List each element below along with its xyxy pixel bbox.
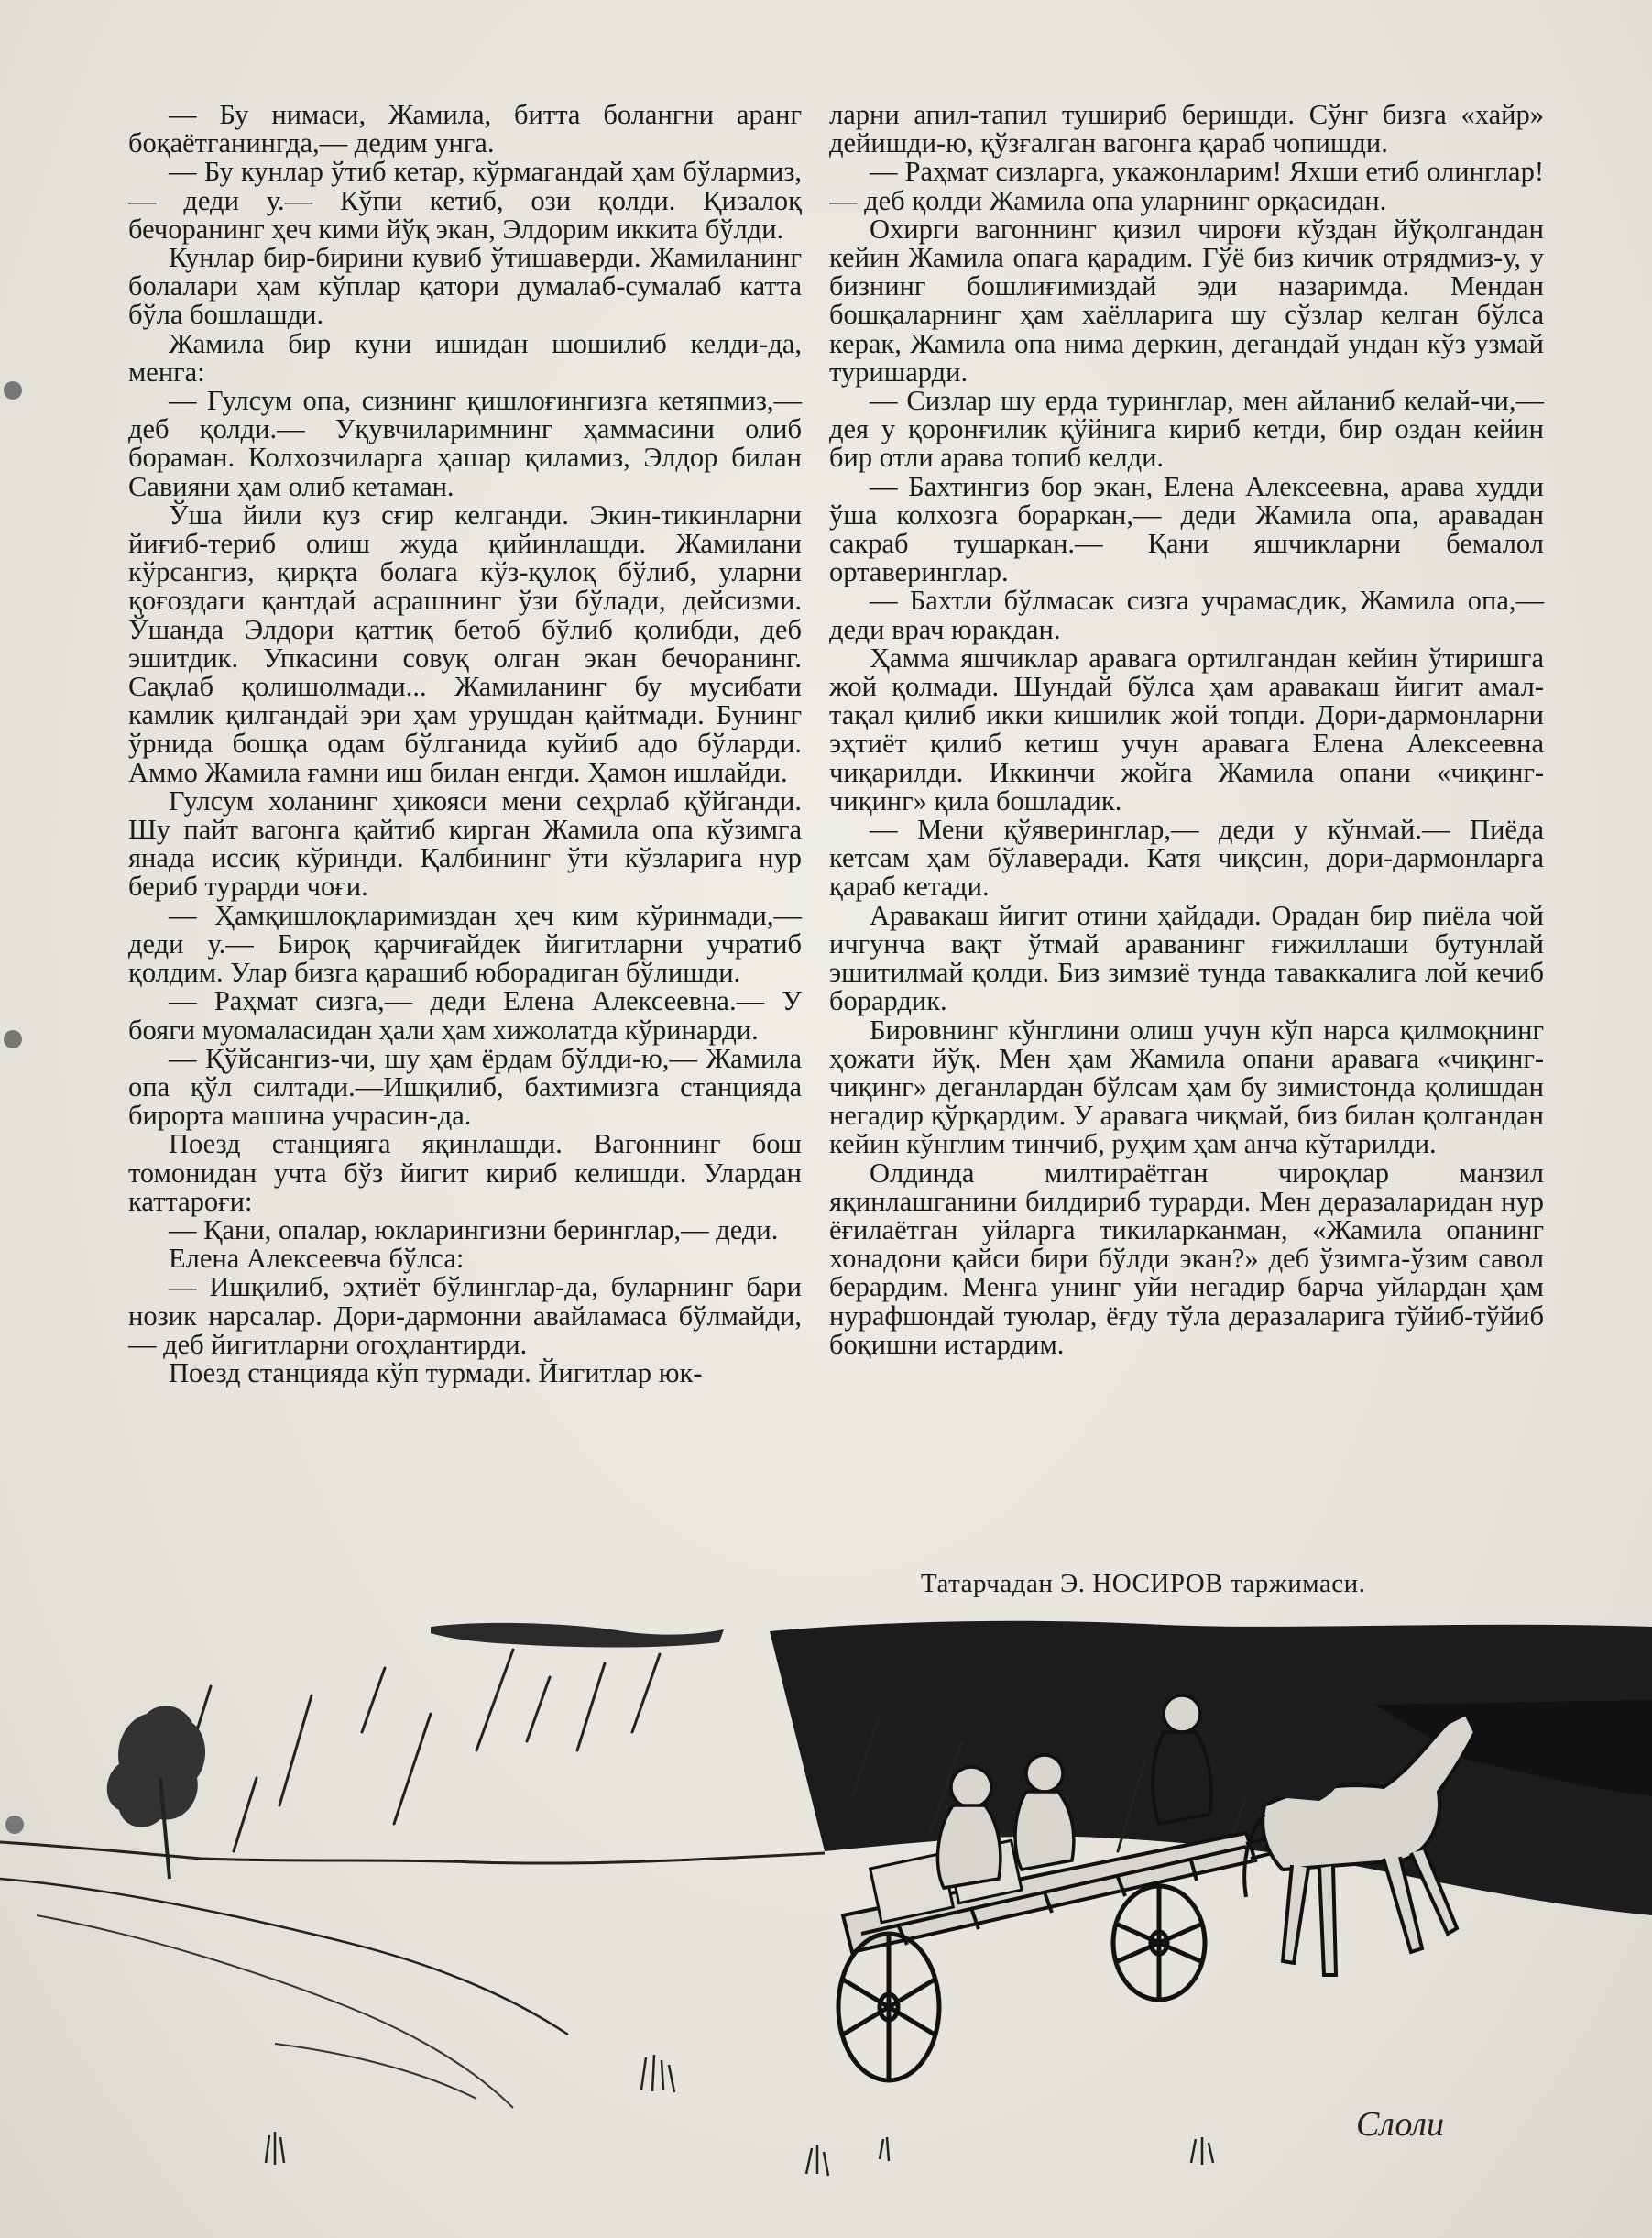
paragraph: — Бахтингиз бор экан, Елена Алексеевна, арава худди ўша колхозга бораркан,— деди Жамила опа, аравадан сакраб тушаркан.— Қани яшчикларни бемалол ортаверинглар.: [829, 470, 1544, 588]
paragraph: Жамила бир куни ишидан шошилиб келди-да, менга:: [128, 327, 802, 388]
paragraph: — Қўйсангиз-чи, шу ҳам ёрдам бўлди-ю,— Жамила опа қўл силтади.—Ишқилиб, бахтимизга станцияда бирорта машина учрасин-да.: [128, 1042, 802, 1132]
paragraph: Охирги вагоннинг қизил чироғи кўздан йўқолгандан кейин Жамила опага қарадим. Гўё биз кичик отрядмиз-у, у бизнинг бошлиғимиздай эди назаримда. Мендан бошқаларнинг ҳам хаёлларига шу сўзлар келган бўлса керак, Жамила опа нима деркин, дегандай ундан кўз узмай туришарди.: [829, 213, 1544, 388]
left-text-column: [128, 101, 802, 1388]
paragraph: — Сизлар шу ерда туринглар, мен айланиб келай-чи,— дея у қоронғилик қўйнига кириб кетди, бир оздан кейин бир отли арава топиб келди.: [829, 385, 1544, 474]
paragraph: — Ишқилиб, эҳтиёт бўлинглар-да, буларнинг бари нозик нарсалар. Дори-дармонни авайламаса бўлмайди,— деб йигитларни огоҳлантирди.: [128, 1271, 802, 1360]
paragraph: Елена Алексеевча бўлса:: [169, 1243, 465, 1275]
punch-hole-icon: [2, 1025, 26, 1054]
paragraph: Бировнинг кўнглини олиш учун кўп нарса қилмоқнинг ҳожати йўқ. Мен ҳам Жамила опани аравага «чиқинг-чиқинг» деганлардан бўлсам ҳам бу зимистонда қолишдан негадир қўрқардим. У аравага чиқмай, биз билан қолгандан кейин кўнглим тинчиб, руҳим ҳам анча кўтарилди.: [829, 1014, 1544, 1160]
artist-signature: Слоли: [1356, 2105, 1445, 2144]
paragraph: — Гулсум опа, сизнинг қишлоғингизга кетяпмиз,— деб қолди.— Уқувчиларимнинг ҳаммасини олиб бораман. Колхозчиларга ҳашар қиламиз, Элдор билан Савияни ҳам олиб кетаман.: [128, 385, 802, 502]
paragraph: — Раҳмат сизга,— деди Елена Алексеевна.— У бояги муомаласидан ҳали ҳам хижолатда кўринарди.: [128, 985, 802, 1046]
right-text-column: [829, 101, 1544, 1359]
paragraph: — Бахтли бўлмасак сизга учрамасдик, Жамила опа,— деди врач юракдан.: [829, 585, 1544, 645]
translator-credit: Татарчадан Э. НОСИРОВ таржимаси.: [921, 1569, 1366, 1598]
paragraph: — Раҳмат сизларга, укажонларим! Яхши етиб олинглар!— деб қолди Жамила опа уларнинг орқасидан.: [829, 156, 1544, 216]
paragraph: — Бу кунлар ўтиб кетар, кўрмагандай ҳам бўлармиз,— деди у.— Кўпи кетиб, ози қолди. Қизалоқ бечоранинг ҳеч кими йўқ экан, Элдорим иккита бўлди.: [128, 156, 802, 245]
paragraph: Поезд станцияда кўп турмади. Йигитлар юк-: [169, 1356, 703, 1388]
paragraph: ларни апил-тапил тушириб беришди. Сўнг бизга «хайр» дейишди-ю, қўзғалган вагонга қараб чопишди.: [829, 99, 1544, 159]
paragraph: — Қани, опалар, юкларингизни беринглар,— деди.: [169, 1213, 779, 1245]
paragraph: Кунлар бир-бирини кувиб ўтишаверди. Жамиланинг болалари ҳам кўплар қатори думалаб-сумалаб катта бўла бошлашди.: [128, 242, 802, 331]
punch-hole-icon: [2, 376, 26, 405]
paragraph: — Мени қўяверинглар,— деди у кўнмай.— Пиёда кетсам ҳам бўлаверади. Катя чиқсин, дори-дармонларга қараб кетади.: [829, 814, 1544, 903]
punch-hole-icon: [4, 1810, 27, 1839]
paragraph: — Бу нимаси, Жамила, битта болангни аранг боқаётганингда,— дедим унга.: [128, 99, 802, 159]
paragraph: Ҳамма яшчиклар аравага ортилгандан кейин ўтиришга жой қолмади. Шундай бўлса ҳам аравакаш йигит амал-тақал қилиб икки кишилик жой топди. Дори-дармонларни эҳтиёт қилиб кетиш учун аравага Елена Алексеевна чиқарилди. Иккинчи жойга Жамила опани «чиқинг-чиқинг» қила бошладик.: [829, 642, 1544, 817]
paragraph: Аравакаш йигит отини ҳайдади. Орадан бир пиёла чой ичгунча вақт ўтмай араванинг ғижиллаши бутунлай эшитилмай қолди. Биз зимзиё тунда таваккалига лой кечиб борардик.: [829, 899, 1544, 1017]
paragraph: — Ҳамқишлоқларимиздан ҳеч ким кўринмади,— деди у.— Бироқ қарчиғайдек йигитларни учратиб қолдим. Улар бизга қарашиб юборадиган бўлишди.: [128, 899, 802, 989]
paragraph: Поезд станцияга яқинлашди. Вагоннинг бош томонидан учта бўз йигит кириб келишди. Улардан каттароғи:: [128, 1128, 802, 1217]
rain-cart-illustration: [0, 1613, 1652, 2200]
paragraph: Гулсум холанинг ҳикояси мени сеҳрлаб қўйганди. Шу пайт вагонга қайтиб кирган Жамила опа кўзимга янада иссиқ кўринди. Қалбининг ўти кўзларига нур бериб турарди чоғи.: [128, 784, 802, 903]
paragraph: Ўша йили куз сғир келганди. Экин-тикинларни йиғиб-териб олиш жуда қийинлашди. Жамилани кўрсангиз, қирқта болага кўз-қулоқ бўлиб, уларни қоғоздаги қантдай асрашнинг ўзи бўлади, дейсизми. Ўшанда Элдори қаттиқ бетоб бўлиб қолибди, деб эшитдик. Упкасини совуқ олган экан бечоранинг. Сақлаб қолишолмади... Жамиланинг бу мусибати камлик қилгандай эри ҳам урушдан қайтмади. Бунинг ўрнида бошқа одам бўлганида куйиб адо бўларди. Аммо Жамила ғамни иш билан енгди. Ҳамон ишлайди.: [128, 499, 802, 788]
paragraph: Олдинда милтираётган чироқлар манзил яқинлашганини билдириб турарди. Мен деразаларидан нур ёғилаётган уйларга тикиларканман, «Жамила опанинг хонадони қайси бири бўлди экан?» деб ўзимга-ўзим савол берардим. Менга унинг уйи негадир барча уйлардан ҳам нурафшондай туюлар, ёғду тўла деразаларига тўйиб-тўйиб боқишни истардим.: [829, 1157, 1544, 1360]
